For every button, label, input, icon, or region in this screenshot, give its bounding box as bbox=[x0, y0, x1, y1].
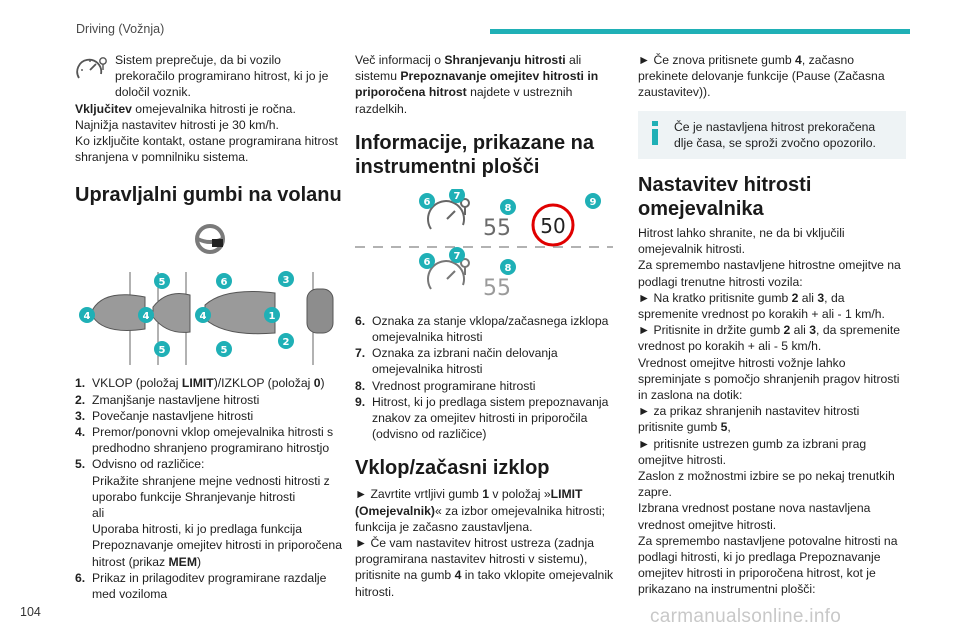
text-run: Uporaba hitrosti, ki jo predlaga funkcija Prepoznavanje omejitev hitrosti in priporočena hitrost (prikaz bbox=[92, 522, 342, 569]
text-run: , da spremenite vrednost po korakih + ali - 1 km/h. bbox=[638, 290, 885, 322]
text-run: Za spremembo nastavljene potovalne hitrosti na podlagi hitrosti, ki jo predlaga Prepoznavanje omejitev hitrosti in priporočena hitrost, kot je prikazano na instrumentni plošči: bbox=[638, 533, 898, 597]
list-number: 4. bbox=[75, 425, 86, 440]
svg-text:6: 6 bbox=[423, 256, 431, 268]
activation-step-1 bbox=[355, 486, 623, 535]
bold-text: 3 bbox=[817, 290, 825, 305]
list-item bbox=[75, 570, 343, 602]
list-item bbox=[355, 394, 623, 443]
text-run: , da spremenite vrednost po korakih + ali - 5 km/h. bbox=[638, 323, 901, 354]
svg-text:8: 8 bbox=[504, 262, 512, 274]
speed-value-paused: 55 bbox=[483, 275, 511, 301]
text-run: ► Zavrtite vrtljivi gumb bbox=[355, 487, 483, 502]
svg-text:8: 8 bbox=[504, 202, 512, 214]
info-text: Če je nastavljena hitrost prekoračena dlje časa, se sproži zvočno opozorilo. bbox=[674, 119, 876, 150]
text-run: in tako vklopite omejevalnik hitrosti. bbox=[355, 568, 614, 599]
ignition-text: Ko izključite kontakt, ostane programirana hitrost shranjena v pomnilniku sistema. bbox=[75, 134, 338, 165]
text-run: Več informacij o bbox=[355, 53, 445, 67]
svg-text:5: 5 bbox=[158, 277, 166, 289]
speed-value: 55 bbox=[483, 215, 511, 241]
controls-list bbox=[75, 375, 343, 602]
text-run: Izbrana vrednost postane nova nastavljena vrednost omejitve hitrosti. bbox=[638, 501, 871, 532]
column-1 bbox=[75, 52, 343, 602]
text-run: ► Pritisnite in držite gumb bbox=[638, 323, 784, 338]
bold-text: Prepoznavanje omejitev hitrosti in priporočena hitrost bbox=[355, 69, 599, 100]
activation-bold: Vključitev bbox=[75, 101, 132, 116]
list-item bbox=[355, 378, 623, 394]
list-item bbox=[75, 456, 343, 569]
text-run: Prikažite shranjene mejne vednosti hitrosti z uporabo funkcije Shranjevanje hitrosti bbox=[92, 473, 330, 504]
list-number: 2. bbox=[75, 392, 86, 407]
svg-text:6: 6 bbox=[220, 277, 228, 289]
text-run: ) bbox=[320, 376, 325, 391]
column-3 bbox=[638, 52, 906, 598]
text-run: ali bbox=[798, 290, 818, 305]
list-item bbox=[75, 408, 343, 424]
intro-text bbox=[355, 52, 623, 117]
note-text: Sistem preprečuje, da bi vozilo prekoračilo programirano hitrost, ki jo je določil voznik. bbox=[115, 53, 329, 100]
list-number: 5. bbox=[75, 457, 86, 472]
steering-wheel-icon bbox=[197, 226, 223, 252]
svg-text:6: 6 bbox=[423, 196, 431, 208]
section-heading-controls: Upravljalni gumbi na volanu bbox=[75, 184, 342, 207]
text-run: ) bbox=[196, 554, 202, 569]
list-number: 9. bbox=[355, 394, 366, 409]
bold-text: 4 bbox=[795, 53, 802, 67]
pause-text bbox=[638, 52, 906, 101]
text-run: ► Če znova pritisnete gumb bbox=[638, 53, 796, 67]
text-run: ► za prikaz shranjenih nastavitev hitrosti pritisnite gumb bbox=[638, 404, 860, 435]
display-list bbox=[355, 313, 623, 443]
text-run: ali sistemu bbox=[355, 53, 582, 84]
limiter-note bbox=[75, 52, 343, 101]
info-icon bbox=[650, 121, 660, 149]
list-item bbox=[75, 424, 343, 456]
text-run: Hitrost lahko shranite, ne da bi vključili omejevalnik hitrosti. bbox=[638, 226, 845, 257]
running-header: Driving (Vožnja) bbox=[76, 22, 165, 36]
activation-rest: omejevalnika hitrosti je ročna. bbox=[131, 101, 296, 116]
svg-text:5: 5 bbox=[220, 345, 228, 357]
bold-text: MEM bbox=[168, 554, 197, 569]
section-heading-display: Informacije, prikazane na instrumentni plošči bbox=[355, 131, 594, 178]
list-number: 6. bbox=[75, 570, 86, 585]
text-run: ali bbox=[790, 323, 810, 338]
svg-text:7: 7 bbox=[453, 250, 461, 262]
svg-text:9: 9 bbox=[589, 196, 597, 208]
activation-line bbox=[75, 101, 343, 117]
bold-text: 3 bbox=[809, 323, 817, 338]
column-2 bbox=[355, 52, 623, 600]
bold-text: LIMIT (Omejevalnik) bbox=[355, 487, 583, 518]
text-run: Zaslon z možnostmi izbire se po nekaj trenutkih zapre. bbox=[638, 469, 895, 500]
header-accent-bar bbox=[490, 29, 910, 34]
text-run: ► pritisnite ustrezen gumb za izbrani prag omejitve hitrosti. bbox=[638, 436, 867, 467]
bold-text: Shranjevanju hitrosti bbox=[444, 53, 566, 67]
limit-value: 50 bbox=[540, 213, 566, 238]
list-number: 3. bbox=[75, 408, 86, 423]
text-run: Oznaka za stanje vklopa/začasnega izklopa omejevalnika hitrosti bbox=[372, 313, 609, 345]
text-run: Za spremembo nastavljene hitrostne omejitve na podlagi trenutne hitrosti vozila: bbox=[638, 258, 901, 289]
text-run: VKLOP (položaj bbox=[92, 376, 182, 391]
text-run: Premor/ponovni vklop omejevalnika hitrosti s predhodno shranjeno programirano hitrostjo bbox=[92, 425, 334, 456]
text-run: « za izbor omejevalnika hitrosti; funkcija je začasno zaustavljena. bbox=[355, 503, 605, 534]
text-run: Povečanje nastavljene hitrosti bbox=[92, 408, 254, 423]
svg-text:3: 3 bbox=[282, 275, 290, 287]
list-number: 1. bbox=[75, 376, 86, 391]
bold-text: 2 bbox=[783, 323, 791, 338]
speed-limiter-icon bbox=[75, 56, 107, 86]
bold-text: 4 bbox=[454, 568, 462, 583]
section-heading-activation: Vklop/začasni izklop bbox=[355, 457, 550, 480]
text-run: Zmanjšanje nastavljene hitrosti bbox=[92, 392, 260, 407]
steering-controls-figure bbox=[75, 217, 343, 367]
list-number: 6. bbox=[355, 313, 366, 328]
text-run: ► Na kratko pritisnite gumb bbox=[638, 290, 792, 305]
instrument-display-figure bbox=[355, 189, 623, 301]
svg-text:4: 4 bbox=[83, 311, 91, 323]
list-number: 8. bbox=[355, 378, 366, 393]
text-run: Oznaka za izbrani način delovanja omejevalnika hitrosti bbox=[372, 346, 558, 377]
list-item bbox=[355, 345, 623, 377]
svg-text:7: 7 bbox=[453, 190, 461, 202]
text-run: Prikaz in prilagoditev programirane razdalje med voziloma bbox=[92, 570, 327, 602]
svg-text:1: 1 bbox=[268, 311, 276, 323]
watermark: carmanualsonline.info bbox=[650, 606, 842, 627]
text-run: Vrednost programirane hitrosti bbox=[372, 378, 536, 393]
bold-text: 2 bbox=[791, 290, 799, 305]
text-run: ► Če vam nastavitev hitrost ustreza (zadnja programirana nastavitev hitrosti v sistemu), pritisnite na gumb bbox=[355, 536, 594, 583]
text-run: ali bbox=[92, 506, 105, 521]
svg-text:4: 4 bbox=[142, 311, 150, 323]
text-run: , začasno prekinete delovanje funkcije (Pause (Začasna zaustavitev)). bbox=[638, 53, 885, 100]
text-run: Vrednost omejitve hitrosti vožnje lahko spreminjate s pomočjo shranjenih pragov hitrosti in zaslona na dotik: bbox=[638, 355, 900, 403]
list-item bbox=[75, 375, 343, 391]
setting-body-text bbox=[638, 225, 906, 598]
text-run: )/IZKLOP (položaj bbox=[213, 376, 314, 391]
text-run: Hitrost, ki jo predlaga sistem prepoznavanja znakov za omejitev hitrosti in priporočila (odvisno od različice) bbox=[372, 394, 609, 442]
svg-text:5: 5 bbox=[158, 345, 166, 357]
text-run: Odvisno od različice: bbox=[92, 457, 205, 472]
bold-text: 0 bbox=[313, 376, 321, 391]
info-box bbox=[638, 111, 906, 159]
section-heading-setting: Nastavitev hitrosti omejevalnika bbox=[638, 174, 812, 221]
text-run: najdete v ustreznih razdelkih. bbox=[355, 85, 573, 116]
bold-text: 1 bbox=[482, 487, 489, 502]
svg-text:4: 4 bbox=[199, 311, 207, 323]
list-number: 7. bbox=[355, 346, 366, 361]
activation-step-2 bbox=[355, 535, 623, 600]
list-item bbox=[355, 313, 623, 345]
min-speed-text: Najnižja nastavitev hitrosti je 30 km/h. bbox=[75, 117, 279, 132]
svg-text:2: 2 bbox=[282, 337, 290, 349]
text-run: , bbox=[727, 420, 731, 435]
list-item bbox=[75, 392, 343, 408]
page-number: 104 bbox=[20, 605, 41, 619]
bold-text: LIMIT bbox=[181, 376, 214, 391]
text-run: v položaj » bbox=[488, 487, 551, 502]
bold-text: 5 bbox=[720, 420, 728, 435]
